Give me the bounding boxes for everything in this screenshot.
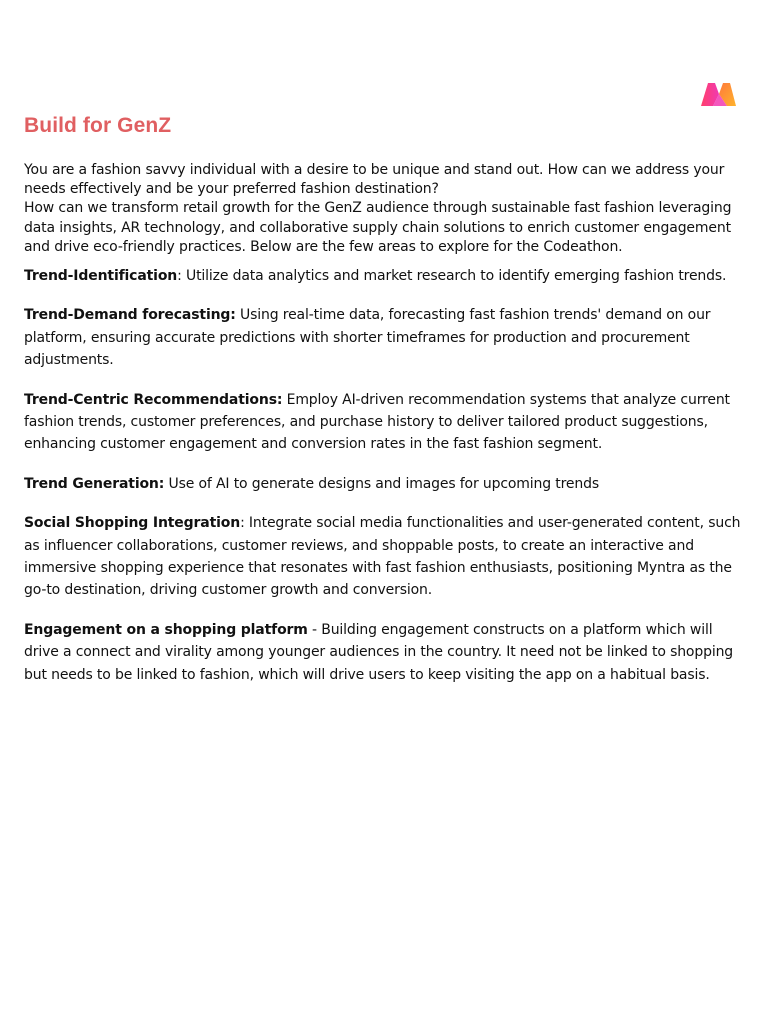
document-body <box>24 161 748 703</box>
area-description: Use of AI to generate designs and images for upcoming trends <box>164 475 599 492</box>
area-trend-identification <box>24 265 748 287</box>
intro-line-1: You are a fashion savvy individual with a desire to be unique and stand out. How can we address your needs effectively and be your preferred fashion destination? <box>24 162 725 198</box>
intro-line-2: How can we transform retail growth for the GenZ audience through sustainable fast fashion leveraging data insights, AR technology, and collaborative supply chain solutions to enrich customer engagement and drive eco-friendly practices. Below are the few areas to explore for the Codeathon. <box>24 200 732 255</box>
area-description: - Building engagement constructs on a platform which will drive a connect and virality among younger audiences in the country. It need not be linked to shopping but needs to be linked to fashion, which will drive users to keep visiting the app on a habitual basis. <box>24 621 734 683</box>
area-trend-generation <box>24 473 748 495</box>
myntra-logo-icon <box>699 80 737 108</box>
page-title: Build for GenZ <box>24 114 172 137</box>
area-heading: Trend Generation: <box>24 475 165 492</box>
area-heading: Trend-Identification <box>24 268 178 285</box>
area-heading: Trend-Centric Recommendations: <box>24 391 283 408</box>
intro-paragraph <box>24 161 748 257</box>
area-heading: Trend-Demand forecasting: <box>24 307 236 324</box>
area-description: Using real-time data, forecasting fast fashion trends' demand on our platform, ensuring accurate predictions with shorter timeframes for production and procurement adjustments. <box>24 307 711 369</box>
area-engagement-shopping-platform <box>24 619 748 686</box>
area-social-shopping-integration <box>24 512 748 602</box>
area-heading: Engagement on a shopping platform <box>24 621 308 638</box>
area-trend-centric-recommendations <box>24 389 748 456</box>
area-description: Employ AI-driven recommendation systems that analyze current fashion trends, customer preferences, and purchase history to deliver tailored product suggestions, enhancing customer engagement and conversion rates in the fast fashion segment. <box>24 391 730 453</box>
area-trend-demand-forecasting <box>24 304 748 371</box>
area-description: : Integrate social media functionalities and user-generated content, such as influencer collaborations, customer reviews, and shoppable posts, to create an interactive and immersive shopping experience that resonates with fast fashion enthusiasts, positioning Myntra as the go-to destination, driving customer growth and conversion. <box>24 515 741 599</box>
area-heading: Social Shopping Integration <box>24 515 241 532</box>
area-description: : Utilize data analytics and market research to identify emerging fashion trends. <box>177 268 727 285</box>
